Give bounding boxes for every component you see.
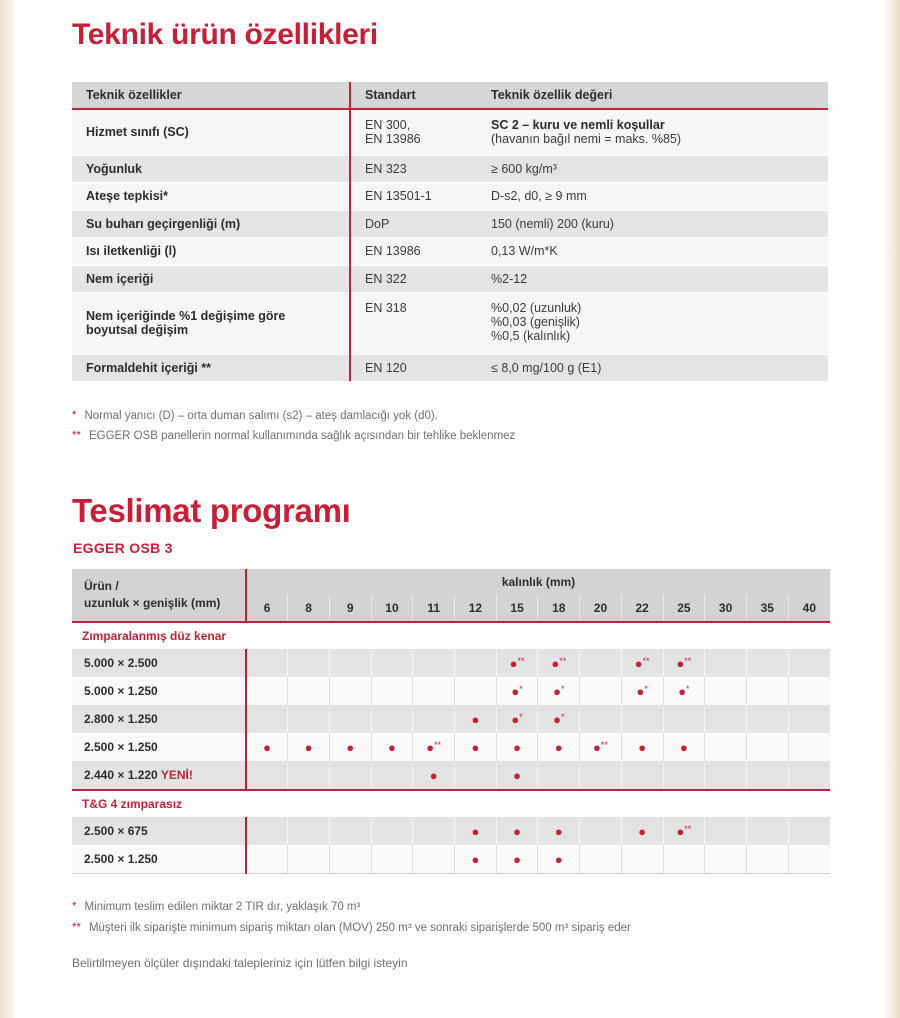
availability-cell xyxy=(621,845,663,874)
technical-specs-table xyxy=(72,82,828,381)
standard-cell: EN 323 xyxy=(350,155,477,182)
product-size-label: 2.500 × 1.250 xyxy=(84,852,158,866)
new-badge: YENİ! xyxy=(160,768,193,782)
availability-cell xyxy=(413,677,455,705)
availability-cell xyxy=(329,817,371,845)
availability-cell xyxy=(413,705,455,733)
table-row xyxy=(72,237,828,265)
value-line: (havanın bağıl nemi = maks. %85) xyxy=(491,132,682,146)
availability-cell xyxy=(413,817,455,845)
availability-cell xyxy=(663,817,705,845)
value-cell: ≥ 600 kg/m³ xyxy=(477,155,828,182)
table-row xyxy=(72,109,828,155)
product-size-label: 2.800 × 1.250 xyxy=(84,712,158,726)
group-name: Zımparalanmış düz kenar xyxy=(72,622,830,649)
availability-cell xyxy=(788,845,830,874)
availability-cell xyxy=(371,677,413,705)
thickness-value: 30 xyxy=(705,595,747,622)
availability-cell xyxy=(288,761,330,790)
product-size xyxy=(72,649,246,677)
availability-cell xyxy=(288,817,330,845)
value-line: %0,5 (kalınlık) xyxy=(491,328,571,343)
footnote-mark: * xyxy=(560,683,565,694)
availability-cell xyxy=(663,677,705,705)
availability-cell xyxy=(538,845,580,874)
footer-note: Belirtilmeyen ölçüler dışındaki talepleriniz için lütfen bilgi isteyin xyxy=(72,956,408,970)
availability-cell xyxy=(621,677,663,705)
property-name: Nem içeriğinde %1 değişime göre boyutsal değişim xyxy=(72,292,350,354)
product-size-label: 2.440 × 1.220 xyxy=(84,768,158,782)
availability-cell xyxy=(705,761,747,790)
available-dot-icon: ● xyxy=(593,739,601,755)
table-row xyxy=(72,733,830,761)
available-dot-icon: ● xyxy=(388,739,396,755)
value-cell: %2-12 xyxy=(477,265,828,292)
product-size xyxy=(72,817,246,845)
property-name: Isı iletkenliği (l) xyxy=(72,237,350,265)
availability-cell xyxy=(538,705,580,733)
availability-cell xyxy=(705,649,747,677)
availability-cell xyxy=(663,649,705,677)
footnote-mark: ** xyxy=(72,922,81,934)
table-row xyxy=(72,265,828,292)
specs-footnotes xyxy=(72,410,515,450)
product-header-line: uzunluk × genişlik (mm) xyxy=(84,596,221,610)
availability-cell xyxy=(496,705,538,733)
footnote-mark: ** xyxy=(559,655,567,666)
availability-cell xyxy=(538,761,580,790)
thickness-value: 18 xyxy=(538,595,580,622)
table-row xyxy=(72,155,828,182)
value-cell: D-s2, d0, ≥ 9 mm xyxy=(477,182,828,210)
availability-cell xyxy=(496,817,538,845)
availability-cell xyxy=(538,677,580,705)
availability-cell xyxy=(746,705,788,733)
availability-cell xyxy=(788,817,830,845)
availability-cell xyxy=(371,845,413,874)
availability-cell xyxy=(329,705,371,733)
standard-cell: EN 318 xyxy=(350,292,477,354)
availability-cell xyxy=(705,733,747,761)
footnote-mark: * xyxy=(519,711,523,722)
availability-cell xyxy=(246,817,288,845)
property-name: Formaldehit içeriği ** xyxy=(72,354,350,381)
property-name: Hizmet sınıfı (SC) xyxy=(72,109,350,155)
delivery-footnotes xyxy=(72,901,631,943)
standard-cell: EN 13986 xyxy=(350,237,477,265)
availability-cell xyxy=(663,761,705,790)
group-header-row xyxy=(72,622,830,649)
availability-cell xyxy=(246,845,288,874)
thickness-value: 15 xyxy=(496,595,538,622)
availability-cell xyxy=(705,705,747,733)
table-row xyxy=(72,817,830,845)
availability-cell xyxy=(788,733,830,761)
table-row xyxy=(72,210,828,237)
value-cell: 150 (nemli) 200 (kuru) xyxy=(477,210,828,237)
standard-line: EN 13986 xyxy=(365,132,421,146)
availability-cell xyxy=(538,817,580,845)
delivery-table xyxy=(72,569,830,874)
header-standard: Standart xyxy=(350,82,477,109)
standard-cell: DoP xyxy=(350,210,477,237)
footnote-mark: * xyxy=(644,683,648,694)
availability-cell xyxy=(538,733,580,761)
header-property: Teknik özellikler xyxy=(72,82,350,109)
technical-specs-title: Teknik ürün özellikleri xyxy=(72,18,378,51)
availability-cell xyxy=(455,761,497,790)
footnote-text: EGGER OSB panellerin normal kullanımında sağlık açısından bir tehlike beklenmez xyxy=(88,430,516,442)
standard-cell: EN 13501-1 xyxy=(350,182,477,210)
available-dot-icon: ● xyxy=(513,767,521,783)
availability-cell xyxy=(329,845,371,874)
availability-cell xyxy=(580,649,622,677)
available-dot-icon: ● xyxy=(638,823,647,839)
thickness-value: 20 xyxy=(580,595,622,622)
value-cell xyxy=(477,109,828,155)
availability-cell xyxy=(413,761,455,790)
table-row xyxy=(72,761,830,790)
availability-cell xyxy=(246,677,288,705)
availability-cell xyxy=(413,733,455,761)
available-dot-icon: ● xyxy=(638,739,647,755)
header-value: Teknik özellik değeri xyxy=(477,82,828,109)
availability-cell xyxy=(413,845,455,874)
availability-cell xyxy=(413,649,455,677)
thickness-value: 8 xyxy=(288,595,330,622)
availability-cell xyxy=(371,817,413,845)
available-dot-icon: ● xyxy=(471,823,480,839)
availability-cell xyxy=(663,733,705,761)
availability-cell xyxy=(580,705,622,733)
availability-cell xyxy=(496,733,538,761)
availability-cell xyxy=(746,733,788,761)
value-cell: 0,13 W/m*K xyxy=(477,237,828,265)
table-row xyxy=(72,292,828,354)
thickness-value: 22 xyxy=(621,595,663,622)
availability-cell xyxy=(496,845,538,874)
availability-cell xyxy=(288,845,330,874)
available-dot-icon: ● xyxy=(429,767,438,783)
availability-cell xyxy=(788,677,830,705)
delivery-program-title: Teslimat programı xyxy=(72,492,351,529)
availability-cell xyxy=(746,761,788,790)
availability-cell xyxy=(371,705,413,733)
availability-cell xyxy=(746,649,788,677)
thickness-value: 40 xyxy=(788,595,830,622)
product-header xyxy=(72,569,246,622)
available-dot-icon: ● xyxy=(553,711,561,727)
availability-cell xyxy=(455,705,497,733)
availability-cell xyxy=(580,845,622,874)
thickness-header: kalınlık (mm) xyxy=(501,575,576,589)
availability-cell xyxy=(329,733,371,761)
availability-cell xyxy=(496,761,538,790)
product-subtitle: EGGER OSB 3 xyxy=(73,540,173,556)
product-size xyxy=(72,677,246,705)
availability-cell xyxy=(288,733,330,761)
availability-cell xyxy=(246,761,288,790)
availability-cell xyxy=(371,761,413,790)
availability-cell xyxy=(455,733,497,761)
footnote-mark: * xyxy=(519,683,523,694)
property-name: Su buharı geçirgenliği (m) xyxy=(72,210,350,237)
available-dot-icon: ● xyxy=(553,683,561,699)
thickness-value: 11 xyxy=(413,595,455,622)
property-name: Ateşe tepkisi* xyxy=(72,182,350,210)
availability-cell xyxy=(580,817,622,845)
availability-cell xyxy=(663,705,705,733)
available-dot-icon: ● xyxy=(554,739,563,755)
product-size xyxy=(72,761,246,790)
available-dot-icon: ● xyxy=(511,683,520,699)
availability-cell xyxy=(621,733,663,761)
availability-cell xyxy=(621,649,663,677)
available-dot-icon: ● xyxy=(634,655,643,671)
availability-cell xyxy=(246,705,288,733)
footnote xyxy=(72,430,515,442)
footnote-text: Normal yanıcı (D) – orta duman salımı (s2) – ateş damlacığı yok (d0). xyxy=(84,410,438,422)
thickness-value: 9 xyxy=(329,595,371,622)
value-cell xyxy=(477,292,828,354)
product-size-label: 2.500 × 1.250 xyxy=(84,740,158,754)
available-dot-icon: ● xyxy=(263,739,272,755)
footnote-mark: * xyxy=(72,410,77,422)
group-name: T&G 4 zımparasız xyxy=(72,790,830,817)
value-bold: SC 2 – kuru ve nemli koşullar xyxy=(491,118,665,132)
table-row xyxy=(72,649,830,677)
availability-cell xyxy=(580,761,622,790)
available-dot-icon: ● xyxy=(554,851,563,867)
available-dot-icon: ● xyxy=(676,655,685,671)
availability-cell xyxy=(329,677,371,705)
footnote xyxy=(72,901,631,913)
footnote-text: Müşteri ilk siparişte minimum sipariş miktarı olan (MOV) 250 m³ ve sonraki siparişlerde 500 m³ sipariş eder xyxy=(88,922,631,934)
availability-cell xyxy=(621,761,663,790)
thickness-value: 25 xyxy=(663,595,705,622)
value-line: %0,02 (uzunluk) xyxy=(491,300,582,315)
availability-cell xyxy=(788,705,830,733)
value-line: %0,03 (genişlik) xyxy=(491,314,580,329)
footnote-mark: ** xyxy=(684,823,692,834)
delivery-header-row xyxy=(72,569,830,595)
property-name: Nem içeriği xyxy=(72,265,350,292)
available-dot-icon: ● xyxy=(513,851,521,867)
availability-cell xyxy=(371,733,413,761)
availability-cell xyxy=(705,677,747,705)
availability-cell xyxy=(246,649,288,677)
standard-line: EN 300, xyxy=(365,118,411,132)
availability-cell xyxy=(621,817,663,845)
product-size-label: 5.000 × 2.500 xyxy=(84,656,158,670)
thickness-value: 6 xyxy=(246,595,288,622)
product-header-line: Ürün / xyxy=(84,579,119,593)
thickness-value: 12 xyxy=(455,595,497,622)
available-dot-icon: ● xyxy=(304,739,313,755)
product-size-label: 2.500 × 675 xyxy=(84,824,148,838)
available-dot-icon: ● xyxy=(471,851,480,867)
available-dot-icon: ● xyxy=(509,655,518,671)
available-dot-icon: ● xyxy=(346,739,355,755)
availability-cell xyxy=(246,733,288,761)
product-size xyxy=(72,845,246,874)
thickness-value: 10 xyxy=(371,595,413,622)
standard-cell: EN 322 xyxy=(350,265,477,292)
footnote-mark: * xyxy=(686,683,690,694)
availability-cell xyxy=(329,649,371,677)
thickness-value: 35 xyxy=(746,595,788,622)
table-row xyxy=(72,845,830,874)
group-header-row xyxy=(72,790,830,817)
footnote-mark: ** xyxy=(600,739,608,750)
availability-cell xyxy=(788,649,830,677)
table-header-row xyxy=(72,82,828,109)
available-dot-icon: ● xyxy=(471,739,480,755)
availability-cell xyxy=(288,677,330,705)
footnote-mark: ** xyxy=(684,655,692,666)
availability-cell xyxy=(455,845,497,874)
footnote-text: Minimum teslim edilen miktar 2 TIR dır, yaklaşık 70 m³ xyxy=(84,901,361,913)
footnote-mark: ** xyxy=(72,430,81,442)
available-dot-icon: ● xyxy=(551,655,560,671)
product-size xyxy=(72,705,246,733)
product-size xyxy=(72,733,246,761)
footnote-mark: ** xyxy=(434,739,442,750)
availability-cell xyxy=(496,649,538,677)
footnote-mark: ** xyxy=(517,655,525,666)
availability-cell xyxy=(621,705,663,733)
availability-cell xyxy=(496,677,538,705)
footnote xyxy=(72,922,631,934)
available-dot-icon: ● xyxy=(513,823,521,839)
availability-cell xyxy=(329,761,371,790)
value-cell: ≤ 8,0 mg/100 g (E1) xyxy=(477,354,828,381)
table-row xyxy=(72,354,828,381)
availability-cell xyxy=(455,817,497,845)
table-row xyxy=(72,677,830,705)
footnote xyxy=(72,410,515,422)
availability-cell xyxy=(663,845,705,874)
table-row xyxy=(72,182,828,210)
property-name: Yoğunluk xyxy=(72,155,350,182)
availability-cell xyxy=(288,705,330,733)
availability-cell xyxy=(580,677,622,705)
available-dot-icon: ● xyxy=(679,739,688,755)
available-dot-icon: ● xyxy=(471,711,480,727)
available-dot-icon: ● xyxy=(678,683,687,699)
availability-cell xyxy=(705,817,747,845)
available-dot-icon: ● xyxy=(513,739,521,755)
standard-cell: EN 120 xyxy=(350,354,477,381)
available-dot-icon: ● xyxy=(426,739,435,755)
availability-cell xyxy=(788,761,830,790)
availability-cell xyxy=(455,649,497,677)
product-size-label: 5.000 × 1.250 xyxy=(84,684,158,698)
table-row xyxy=(72,705,830,733)
availability-cell xyxy=(538,649,580,677)
availability-cell xyxy=(580,733,622,761)
footnote-mark: * xyxy=(72,901,77,913)
availability-cell xyxy=(288,649,330,677)
availability-cell xyxy=(746,677,788,705)
availability-cell xyxy=(371,649,413,677)
footnote-mark: ** xyxy=(642,655,650,666)
available-dot-icon: ● xyxy=(554,823,563,839)
available-dot-icon: ● xyxy=(636,683,645,699)
availability-cell xyxy=(746,817,788,845)
availability-cell xyxy=(455,677,497,705)
available-dot-icon: ● xyxy=(676,823,685,839)
availability-cell xyxy=(705,845,747,874)
standard-cell xyxy=(350,109,477,155)
footnote-mark: * xyxy=(560,711,565,722)
availability-cell xyxy=(746,845,788,874)
available-dot-icon: ● xyxy=(511,711,520,727)
